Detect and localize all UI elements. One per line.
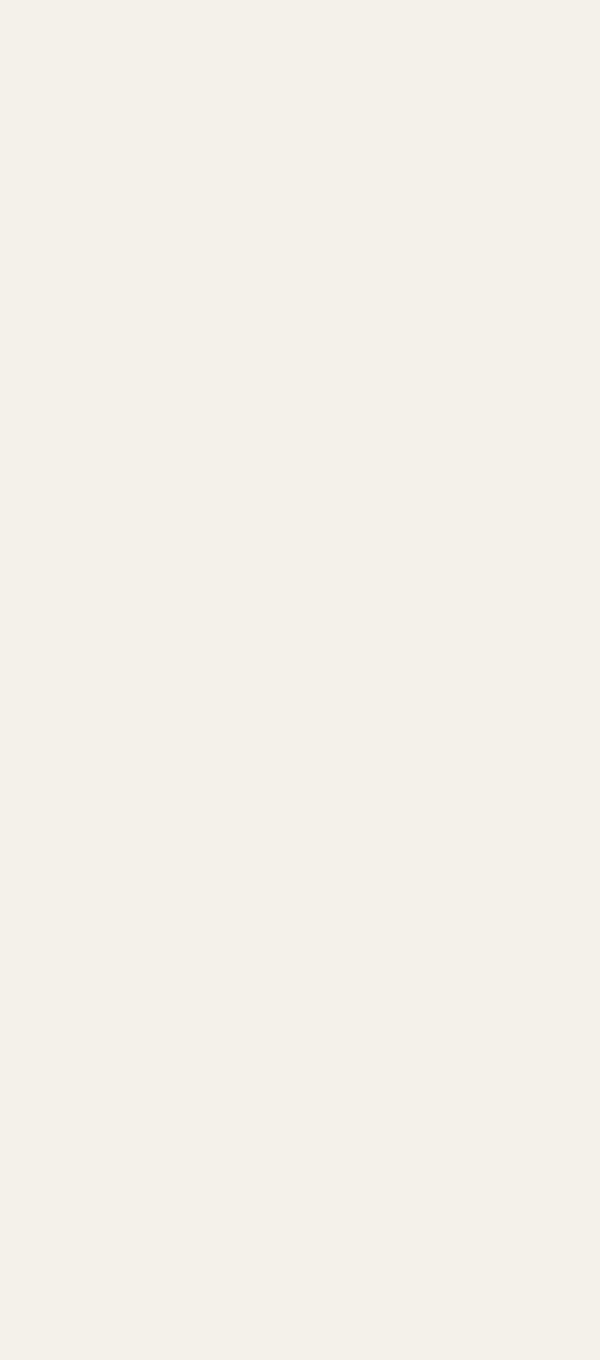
- question-2: [6, 178, 594, 202]
- section-2-note: [6, 0, 594, 24]
- top-note: [6, 124, 594, 137]
